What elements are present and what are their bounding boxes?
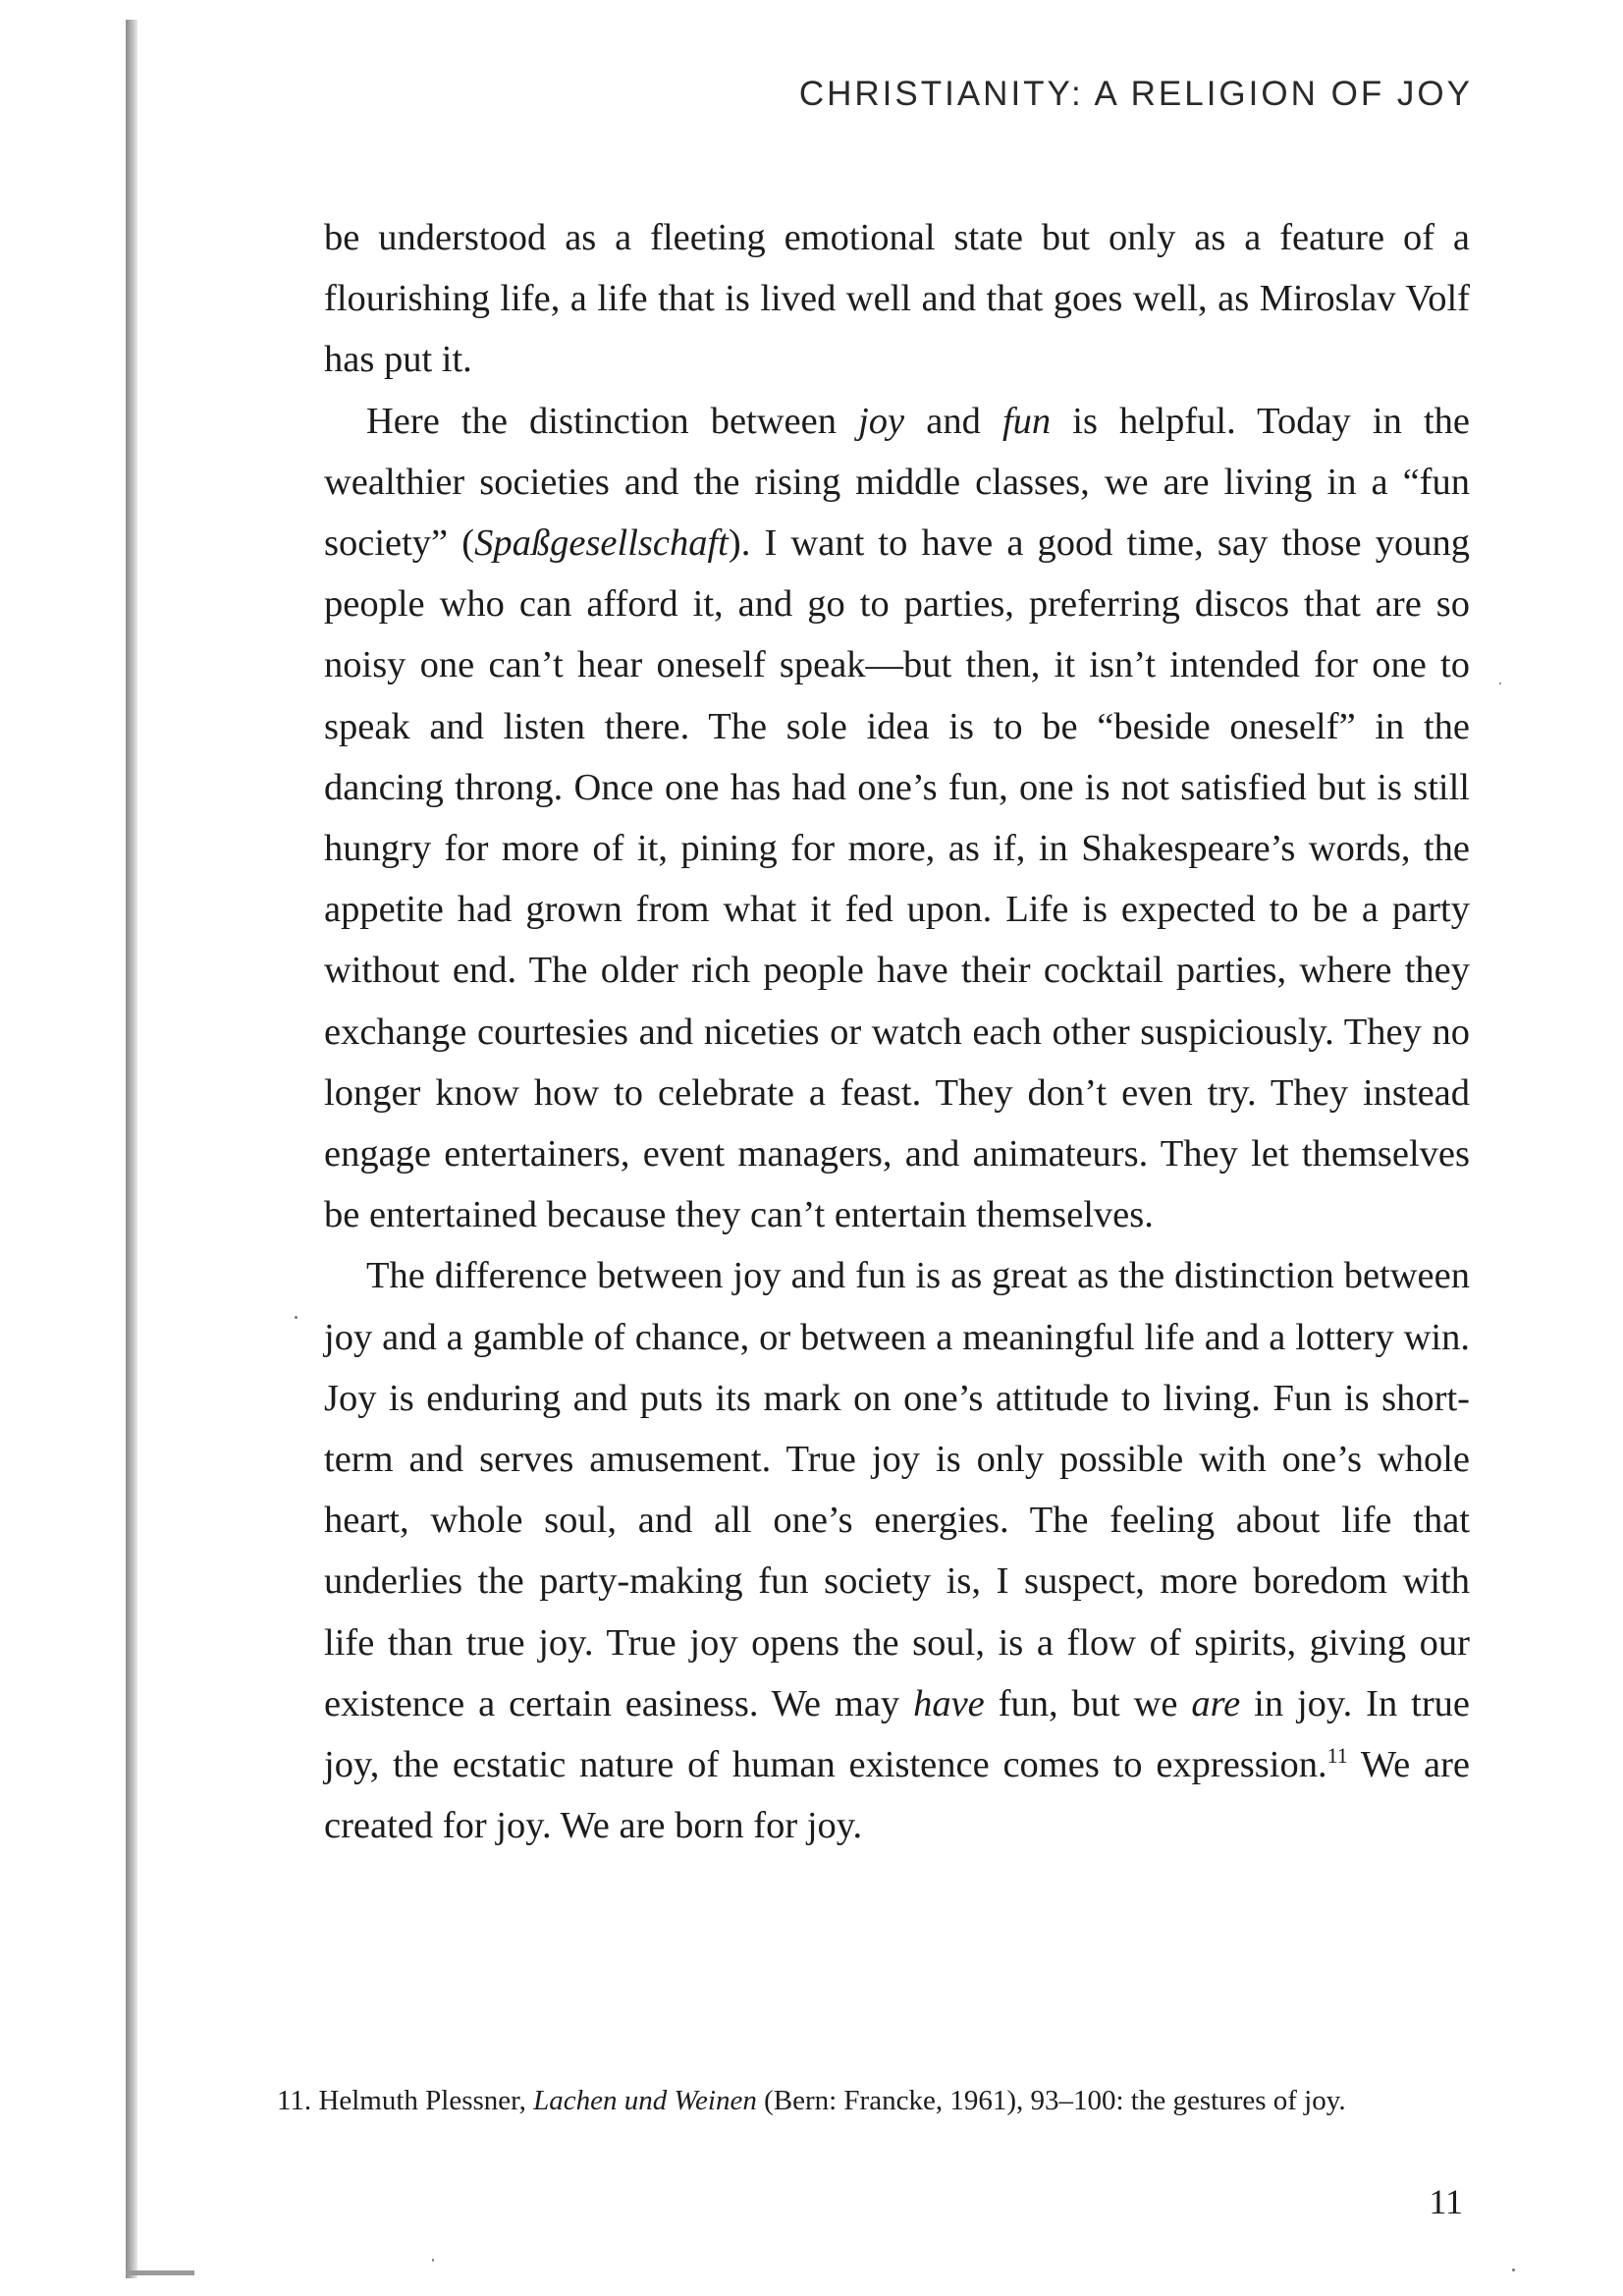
p3-text-1: The difference between joy and fun is as great as the distinction between joy and a gamble of chance, or between a meaningful life and a lottery win. Joy is enduring and puts its mark on one’s attitude to living. Fun is short-term and serves amusement. True joy is only possible with one’s whole heart, whole soul, and all one’s energies. The feeling about life that underlies the party-making fun society is, I suspect, more boredom with life than true joy. True joy opens the soul, is a flow of spirits, giving our existence a certain easiness. We may — [324, 1255, 1470, 1724]
p2-text-1: Here the distinction between — [366, 400, 859, 442]
scan-speck — [295, 1316, 298, 1319]
p2-text-3: is helpful. Today in the wealthier societies and the rising middle classes, we are living in a “fun society” ( — [324, 400, 1471, 565]
paragraph-1: be understood as a fleeting emotional state but only as a feature of a flourishing life, a life that is lived well and that goes well, as Miroslav Volf has put it. — [324, 217, 1470, 381]
paragraph-2 — [324, 391, 1470, 1246]
scan-speck — [432, 2259, 434, 2262]
scan-speck — [1499, 683, 1501, 684]
p3-italic-have: have — [913, 1682, 985, 1724]
p2-italic-spassgesellschaft: Spaßgesellschaft — [474, 522, 729, 565]
page-gutter-shadow — [126, 20, 137, 2278]
paragraph-3 — [324, 1245, 1470, 1856]
body-text — [324, 207, 1470, 1856]
p2-italic-joy: joy — [858, 400, 905, 442]
footnote-rest: (Bern: Francke, 1961), 93–100: the gestures of joy. — [756, 2085, 1346, 2116]
footnote-number: 11. — [277, 2085, 312, 2116]
page-gutter-shadow-bottom — [126, 2270, 194, 2275]
running-head: CHRISTIANITY: A RELIGION OF JOY — [798, 75, 1473, 113]
p3-italic-are: are — [1191, 1682, 1241, 1724]
p3-text-2: fun, but we — [984, 1682, 1192, 1724]
p3-text-3: in joy. In true joy, the ecstatic nature of human existence comes to expression. — [324, 1682, 1470, 1786]
p2-text-4: ). I want to have a good time, say those young people who can afford it, and go to parties, preferring discos that are so noisy one can’t hear oneself speak—but then, it isn’t intended for one to speak and listen there. The sole idea is to be “beside oneself” in the dancing throng. Once one has had one’s fun, one is not satisfied but is still hungry for more of it, pining for more, as if, in Shakespeare’s words, the appetite had grown from what it fed upon. Life is expected to be a party without end. The older rich people have their cocktail parties, where they exchange courtesies and niceties or watch each other suspiciously. They no longer know how to celebrate a feast. They don’t even try. They instead engage entertainers, event managers, and animateurs. They let themselves be entertained because they can’t entertain themselves. — [324, 522, 1470, 1236]
page-number: 11 — [1429, 2182, 1463, 2221]
p3-text-4: We are created for joy. We are born for joy. — [324, 1744, 1470, 1847]
p2-italic-fun: fun — [1001, 400, 1052, 442]
p2-text-2: and — [904, 400, 1002, 442]
footnote-author: Helmuth Plessner, — [318, 2085, 534, 2116]
footnote — [277, 2082, 1494, 2119]
footnote-reference: 11 — [1326, 1743, 1348, 1769]
scan-speck — [1512, 2269, 1515, 2271]
footnote-title: Lachen und Weinen — [533, 2085, 757, 2116]
